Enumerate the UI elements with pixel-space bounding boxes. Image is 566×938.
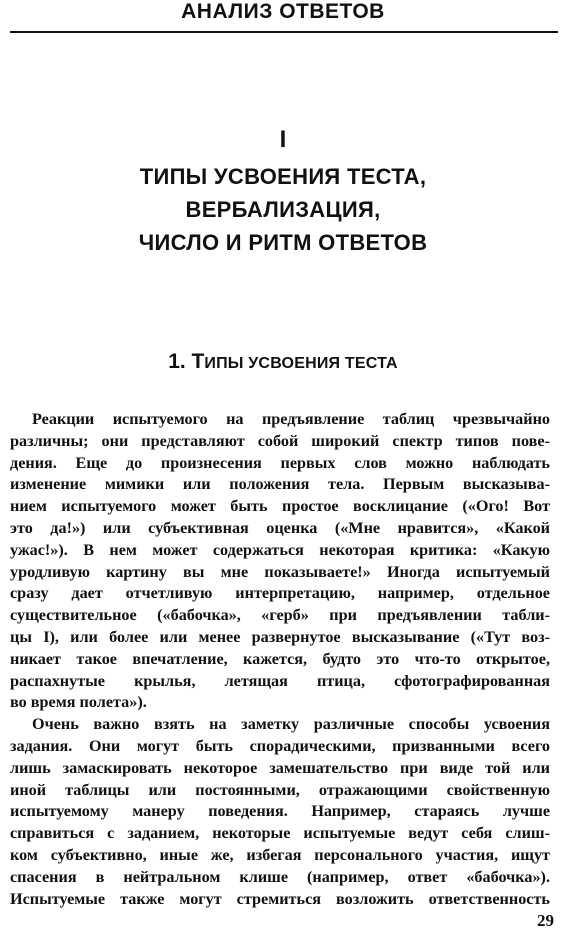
section-title	[0, 349, 566, 377]
chapter-title-line: ВЕРБАЛИЗАЦИЯ,	[185, 197, 381, 222]
text-line: сразу дает отчетливую интерпретацию, например, отдельное	[10, 584, 550, 603]
text-line: различны; они представляют собой широкий спектр типов пове-	[10, 431, 550, 450]
paragraph-2	[10, 714, 550, 910]
text-line: Очень важно взять на заметку различные способы усвоения	[32, 715, 550, 734]
text-line: никает такое впечатление, кажется, будто это что-то открытое,	[10, 649, 550, 668]
text-line: это да!») или субъективная оценка («Мне нравится», «Какой	[10, 518, 550, 537]
text-line: Испытуемые также могут стремиться возложить ответственность	[10, 889, 550, 908]
text-line: изменение мимики или положения тела. Первым высказыва-	[10, 475, 550, 494]
section-number: 1.	[168, 350, 186, 373]
text-line: ужас!»). В нем может содержаться некоторая критика: «Какую	[10, 540, 550, 559]
chapter-title	[0, 160, 566, 259]
text-line: спасения в нейтральном клише (например, ответ «бабочка»).	[10, 867, 550, 886]
section-title-cap: Т	[191, 350, 205, 373]
text-line: уродливую картину вы мне показываете!» Иногда испытуемый	[10, 562, 550, 581]
chapter-title-line: ЧИСЛО И РИТМ ОТВЕТОВ	[138, 230, 428, 255]
text-line: иной таблицы или постоянными, отражающими свойственную	[10, 780, 550, 799]
chapter-title-line: ТИПЫ УСВОЕНИЯ ТЕСТА,	[139, 164, 427, 189]
text-line: нием испытуемого может быть простое восклицание («Ого! Вот	[10, 497, 550, 516]
text-line: ком субъективно, иные же, избегая персонального участия, ищут	[10, 845, 550, 864]
page-number: 29	[537, 911, 554, 930]
header-rule	[10, 31, 558, 33]
text-line: во время полета»).	[10, 693, 147, 712]
running-head: АНАЛИЗ ОТВЕТОВ	[181, 0, 385, 23]
text-line: существительное («бабочка», «герб» при предъявлении табли-	[10, 606, 550, 625]
body-text	[10, 409, 550, 910]
chapter-number: I	[279, 126, 287, 153]
text-line: распахнутые крылья, летящая птица, сфотографированная	[10, 671, 550, 690]
paragraph-1	[10, 409, 550, 714]
text-line: Реакции испытуемого на предъявление таблиц чрезвычайно	[32, 410, 550, 428]
text-line: задания. Они могут быть спорадическими, призванными всего	[10, 736, 550, 755]
text-line: цы I), или более или менее развернутое высказывание («Тут воз-	[10, 627, 550, 646]
text-line: испытуемому манеру поведения. Например, стараясь лучше	[10, 802, 550, 821]
text-line: дения. Еще до произнесения первых слов можно наблюдать	[10, 453, 550, 472]
section-title-rest: ИПЫ УСВОЕНИЯ ТЕСТА	[204, 355, 398, 372]
text-line: лишь замаскировать некоторое замешательство при виде той или	[10, 758, 550, 777]
text-line: справиться с заданием, некоторые испытуемые ведут себя слиш-	[10, 824, 550, 843]
